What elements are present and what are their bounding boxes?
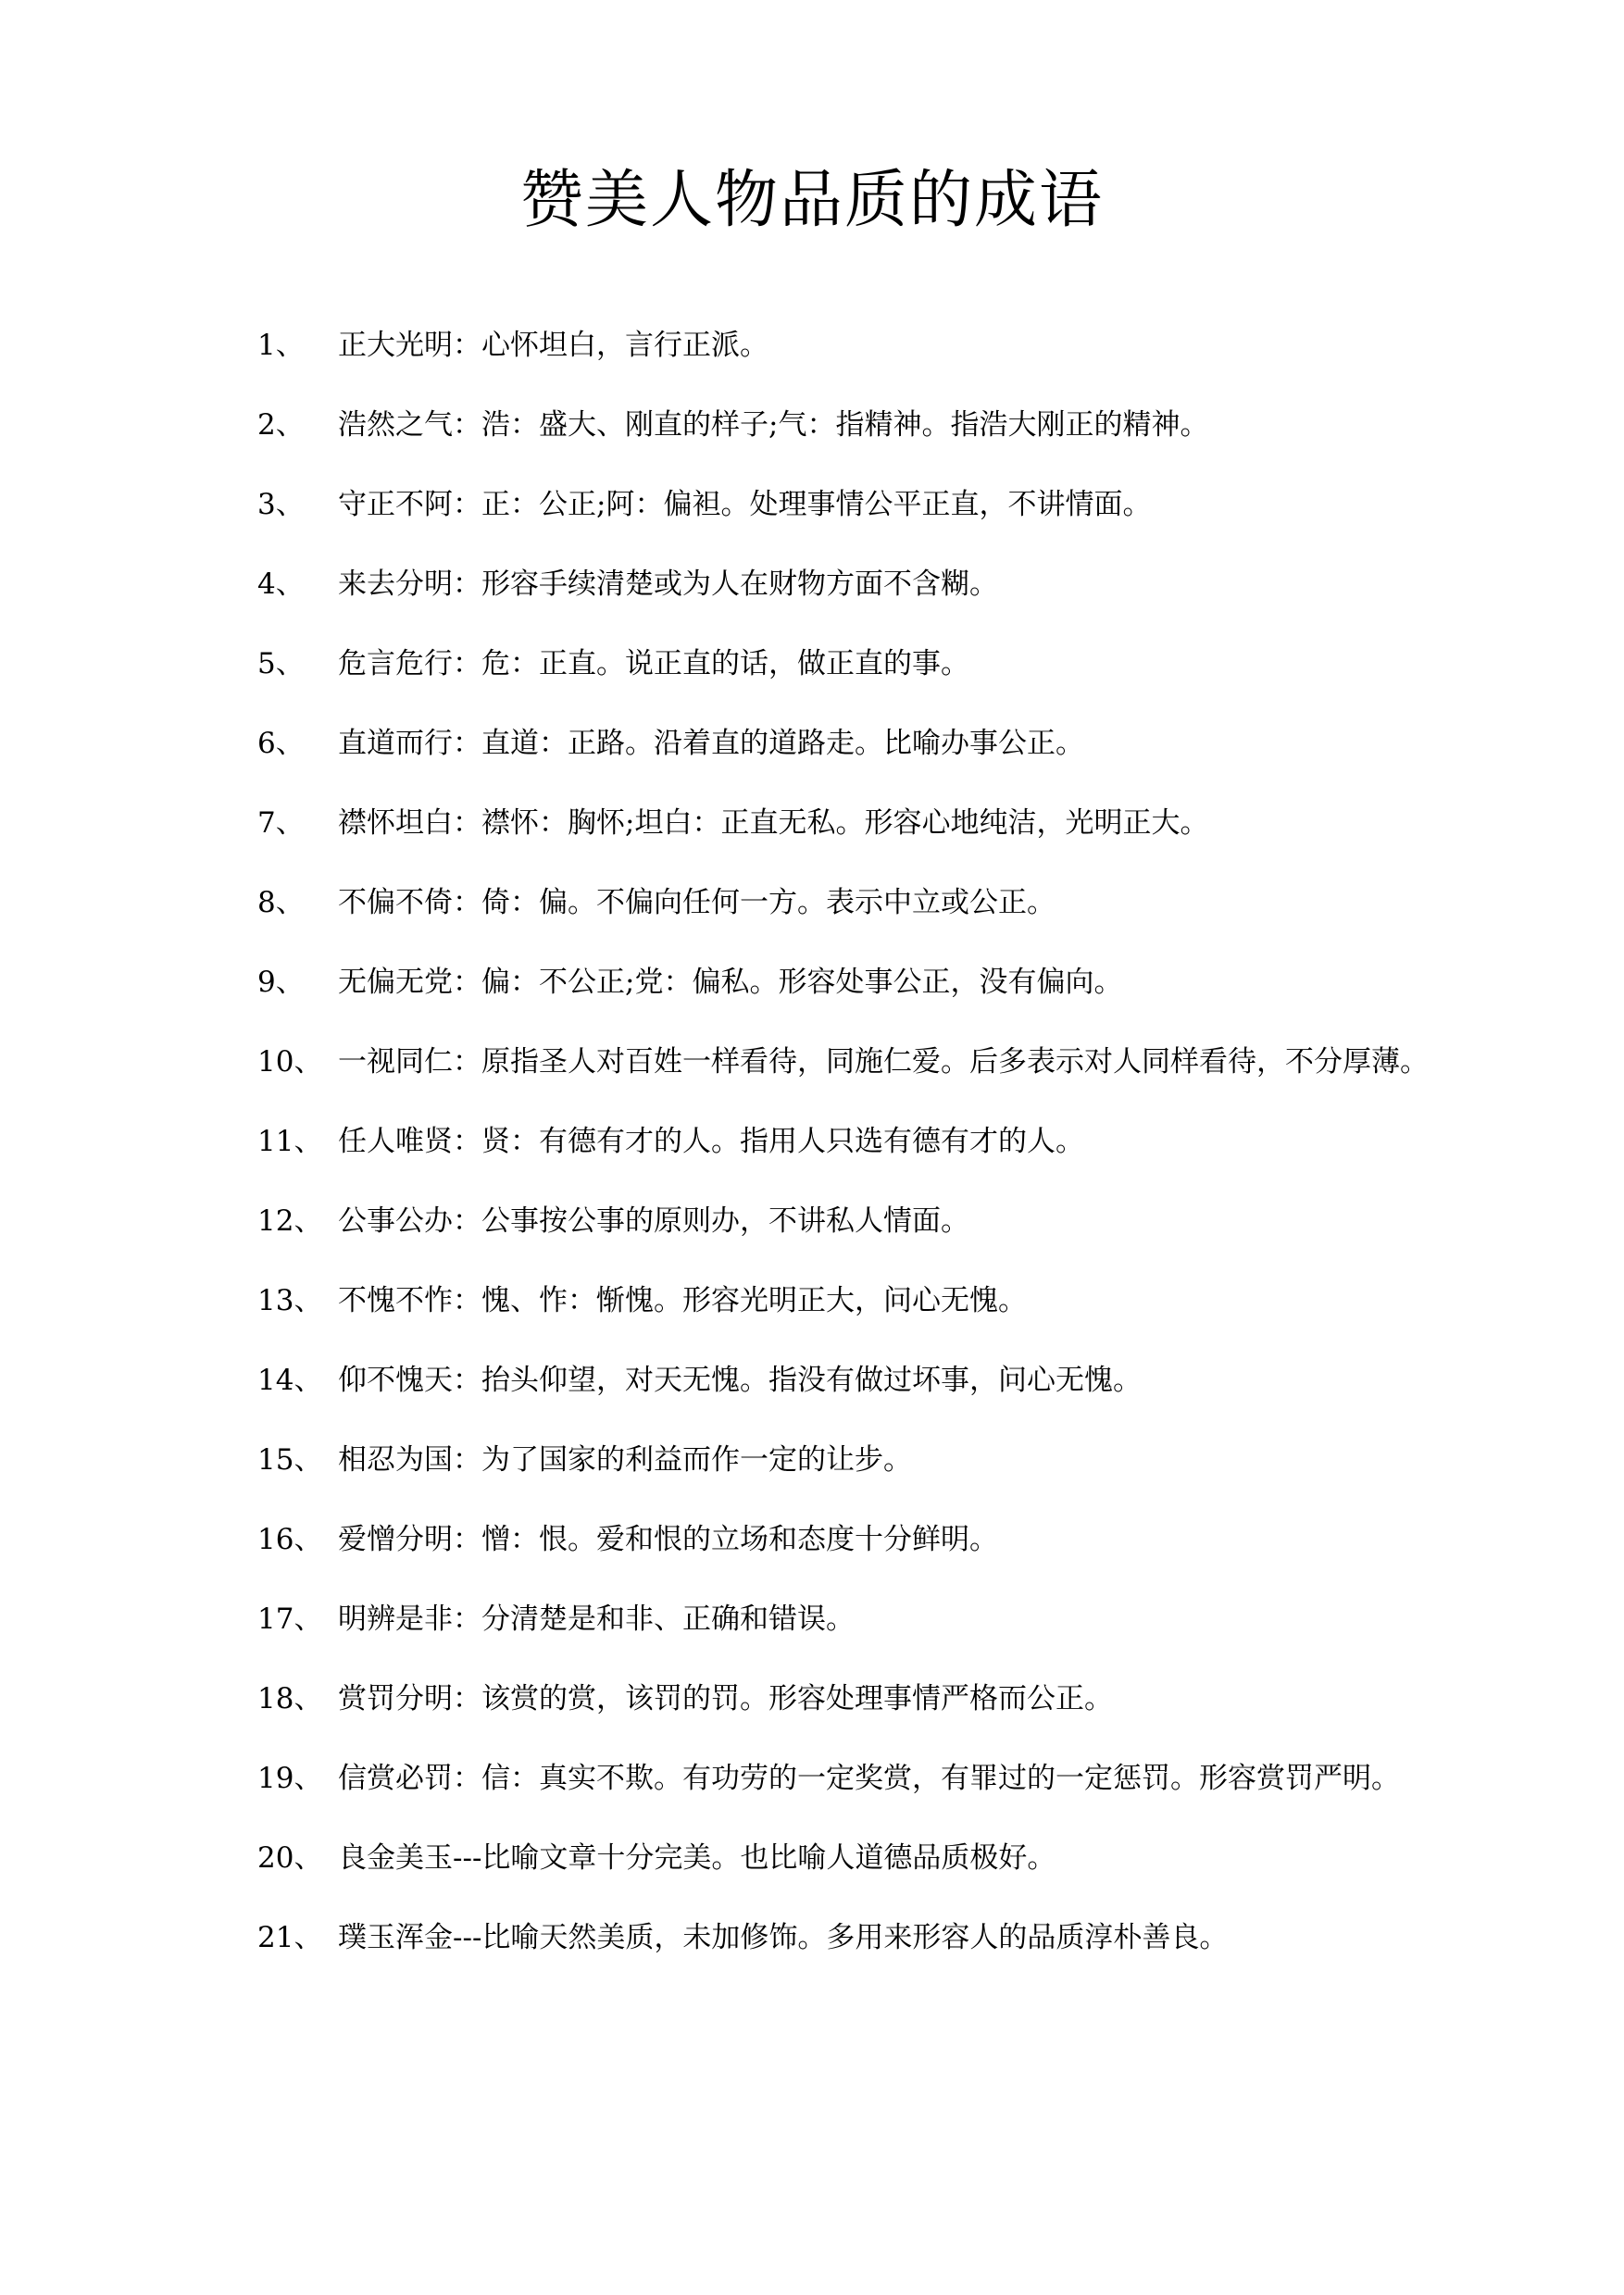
idiom-term: 守正不阿： bbox=[338, 488, 481, 521]
idiom-definition: 倚：偏。不偏向任何一方。表示中立或公正。 bbox=[481, 886, 1056, 919]
idiom-definition: 分清楚是和非、正确和错误。 bbox=[481, 1603, 855, 1636]
item-number: 1、 bbox=[257, 329, 305, 362]
idiom-definition: 正：公正;阿：偏袒。处理事情公平正直，不讲情面。 bbox=[481, 488, 1152, 521]
idiom-definition: 憎：恨。爱和恨的立场和态度十分鲜明。 bbox=[481, 1523, 998, 1556]
idiom-term: 直道而行： bbox=[338, 727, 481, 760]
list-item bbox=[185, 565, 1435, 604]
idiom-definition: 浩：盛大、刚直的样子;气：指精神。指浩大刚正的精神。 bbox=[481, 408, 1209, 442]
list-item bbox=[185, 1839, 1435, 1877]
idiom-term: 来去分明： bbox=[338, 568, 481, 601]
idiom-term: 不偏不倚： bbox=[338, 886, 481, 919]
list-item bbox=[185, 1202, 1435, 1241]
idiom-term: 仰不愧天： bbox=[338, 1364, 481, 1397]
item-number: 11、 bbox=[257, 1125, 323, 1158]
idiom-term: 襟怀坦白： bbox=[338, 806, 481, 840]
item-number: 13、 bbox=[257, 1284, 323, 1317]
list-item bbox=[185, 1600, 1435, 1639]
idiom-term: 正大光明： bbox=[338, 329, 481, 362]
idiom-definition: 直道：正路。沿着直的道路走。比喻办事公正。 bbox=[481, 727, 1084, 760]
idiom-definition: 形容手续清楚或为人在财物方面不含糊。 bbox=[481, 568, 998, 601]
item-number: 7、 bbox=[257, 806, 305, 840]
item-number: 19、 bbox=[257, 1762, 323, 1795]
idiom-definition: 襟怀：胸怀;坦白：正直无私。形容心地纯洁，光明正大。 bbox=[481, 806, 1209, 840]
idiom-definition: 该赏的赏，该罚的罚。形容处理事情严格而公正。 bbox=[481, 1682, 1113, 1715]
list-item bbox=[185, 1122, 1435, 1161]
list-item bbox=[185, 405, 1435, 444]
item-number: 3、 bbox=[257, 488, 305, 521]
item-number: 10、 bbox=[257, 1045, 323, 1079]
idiom-term: 明辨是非： bbox=[338, 1603, 481, 1636]
item-number: 20、 bbox=[257, 1841, 323, 1875]
list-item bbox=[185, 883, 1435, 922]
item-number: 21、 bbox=[257, 1921, 323, 1954]
list-item bbox=[185, 326, 1435, 365]
list-item bbox=[185, 1679, 1435, 1718]
idiom-list bbox=[185, 326, 1435, 1998]
idiom-definition: 公事按公事的原则办，不讲私人情面。 bbox=[481, 1204, 969, 1238]
list-item bbox=[185, 1759, 1435, 1798]
item-number: 15、 bbox=[257, 1443, 323, 1477]
idiom-term: 信赏必罚： bbox=[338, 1762, 481, 1795]
list-item bbox=[185, 1520, 1435, 1559]
idiom-term: 危言危行： bbox=[338, 647, 481, 680]
item-number: 17、 bbox=[257, 1603, 323, 1636]
page-title: 赞美人物品质的成语 bbox=[519, 164, 1104, 237]
item-number: 6、 bbox=[257, 727, 305, 760]
idiom-term: 浩然之气： bbox=[338, 408, 481, 442]
item-number: 5、 bbox=[257, 647, 305, 680]
idiom-term: 良金美玉 bbox=[338, 1841, 453, 1875]
idiom-term: 璞玉浑金 bbox=[338, 1921, 453, 1954]
idiom-term: 赏罚分明： bbox=[338, 1682, 481, 1715]
idiom-definition: ---比喻文章十分完美。也比喻人道德品质极好。 bbox=[453, 1841, 1056, 1875]
idiom-definition: 抬头仰望，对天无愧。指没有做过坏事，问心无愧。 bbox=[481, 1364, 1142, 1397]
list-item bbox=[185, 1441, 1435, 1479]
item-number: 12、 bbox=[257, 1204, 323, 1238]
idiom-term: 一视同仁： bbox=[338, 1045, 481, 1079]
idiom-definition: 信：真实不欺。有功劳的一定奖赏，有罪过的一定惩罚。形容赏罚严明。 bbox=[481, 1762, 1400, 1795]
item-number: 18、 bbox=[257, 1682, 323, 1715]
idiom-definition: 原指圣人对百姓一样看待，同施仁爱。后多表示对人同样看待，不分厚薄。 bbox=[481, 1045, 1429, 1079]
idiom-term: 无偏无党： bbox=[338, 966, 481, 999]
idiom-definition: 为了国家的利益而作一定的让步。 bbox=[481, 1443, 912, 1477]
item-number: 16、 bbox=[257, 1523, 323, 1556]
idiom-term: 爱憎分明： bbox=[338, 1523, 481, 1556]
item-number: 4、 bbox=[257, 568, 305, 601]
item-number: 14、 bbox=[257, 1364, 323, 1397]
idiom-definition: 愧、怍：惭愧。形容光明正大，问心无愧。 bbox=[481, 1284, 1027, 1317]
item-number: 9、 bbox=[257, 966, 305, 999]
list-item bbox=[185, 1918, 1435, 1957]
idiom-definition: 贤：有德有才的人。指用人只选有德有才的人。 bbox=[481, 1125, 1084, 1158]
list-item bbox=[185, 724, 1435, 763]
list-item bbox=[185, 804, 1435, 842]
list-item bbox=[185, 1042, 1435, 1081]
list-item bbox=[185, 1361, 1435, 1400]
item-number: 8、 bbox=[257, 886, 305, 919]
idiom-term: 相忍为国： bbox=[338, 1443, 481, 1477]
idiom-term: 不愧不怍： bbox=[338, 1284, 481, 1317]
item-number: 2、 bbox=[257, 408, 305, 442]
idiom-term: 任人唯贤： bbox=[338, 1125, 481, 1158]
idiom-definition: ---比喻天然美质，未加修饰。多用来形容人的品质淳朴善良。 bbox=[453, 1921, 1229, 1954]
list-item bbox=[185, 1281, 1435, 1320]
idiom-definition: 偏：不公正;党：偏私。形容处事公正，没有偏向。 bbox=[481, 966, 1123, 999]
idiom-definition: 危：正直。说正直的话，做正直的事。 bbox=[481, 647, 969, 680]
list-item bbox=[185, 644, 1435, 683]
idiom-term: 公事公办： bbox=[338, 1204, 481, 1238]
list-item bbox=[185, 963, 1435, 1002]
list-item bbox=[185, 485, 1435, 524]
idiom-definition: 心怀坦白，言行正派。 bbox=[481, 329, 768, 362]
